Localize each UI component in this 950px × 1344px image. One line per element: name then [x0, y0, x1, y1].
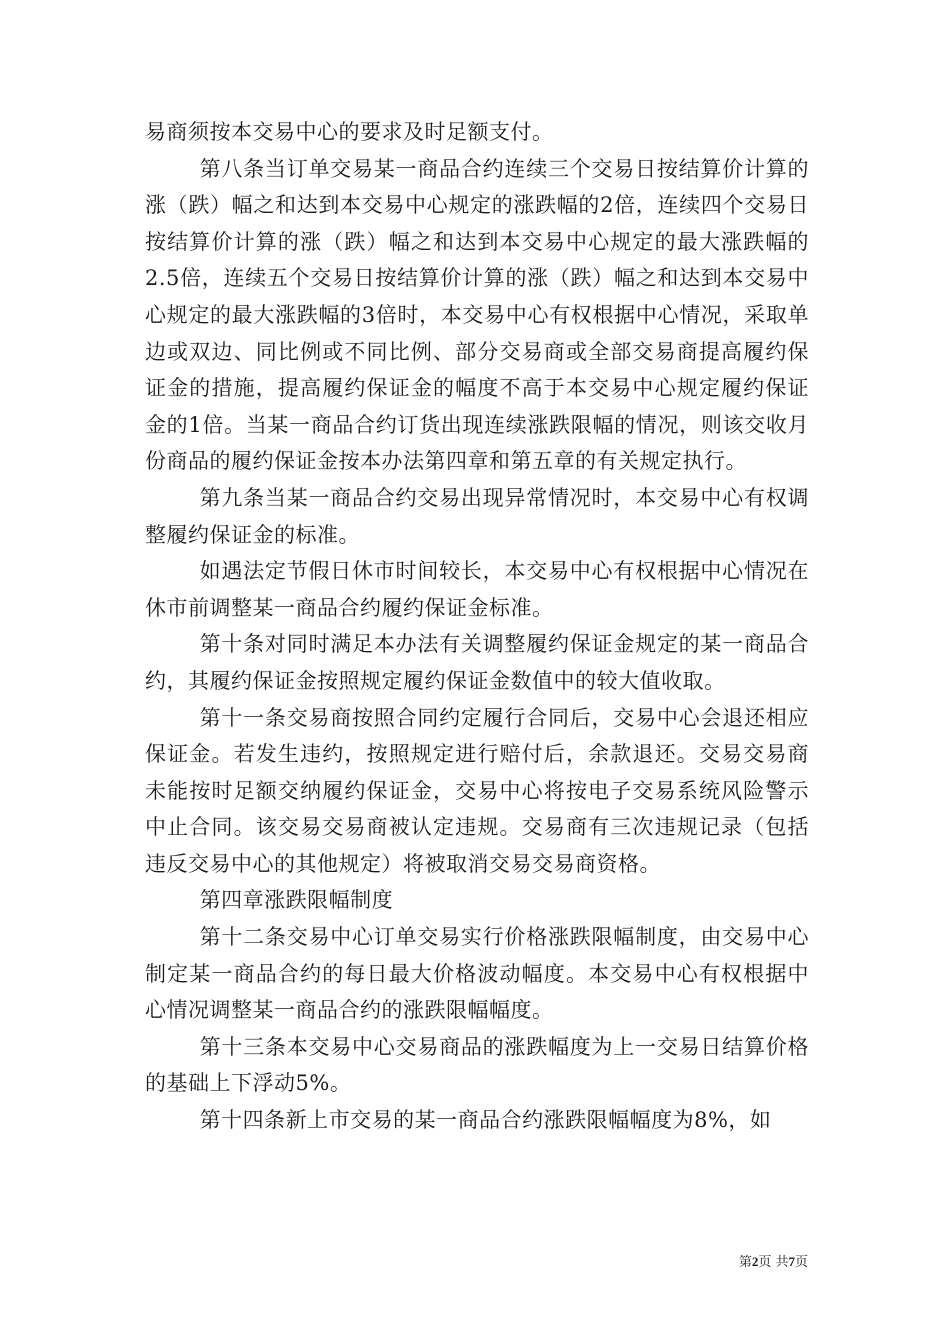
paragraph-article-13: 第十三条本交易中心交易商品的涨跌幅度为上一交易日结算价格的基础上下浮动5%。 [145, 1034, 809, 1096]
paragraph-article-10: 第十条对同时满足本办法有关调整履约保证金规定的某一商品合约，其履约保证金按照规定履约保证金数值中的较大值收取。 [145, 632, 809, 693]
paragraph-holiday: 如遇法定节假日休市时间较长，本交易中心有权根据中心情况在休市前调整某一商品合约履约保证金标准。 [145, 559, 809, 620]
current-page-number: 2 [751, 1254, 759, 1269]
paragraph-article-8: 第八条当订单交易某一商品合约连续三个交易日按结算价计算的涨（跌）幅之和达到本交易中心规定的涨跌幅的2倍，连续四个交易日按结算价计算的涨（跌）幅之和达到本交易中心规定的最大涨跌幅的2.5倍，连续五个交易日按结算价计算的涨（跌）幅之和达到本交易中心规定的最大涨跌幅的3倍时，本交易中心有权根据中心情况，采取单边或双边、同比例或不同比例、部分交易商或全部交易商提高履约保证金的措施，提高履约保证金的幅度不高于本交易中心规定履约保证金的1倍。当某一商品合约订货出现连续涨跌限幅的情况，则该交收月份商品的履约保证金按本办法第四章和第五章的有关规定执行。 [145, 156, 809, 474]
footer-suffix: 页 [794, 1255, 808, 1270]
paragraph-article-9: 第九条当某一商品合约交易出现异常情况时，本交易中心有权调整履约保证金的标准。 [145, 485, 809, 547]
paragraph-article-11: 第十一条交易商按照合同约定履行合同后，交易中心会退还相应保证金。若发生违约，按照规定进行赔付后，余款退还。交易交易商未能按时足额交纳履约保证金，交易中心将按电子交易系统风险警示中止合同。该交易交易商被认定违规。交易商有三次违规记录（包括违反交易中心的其他规定）将被取消交易交易商资格。 [145, 705, 809, 876]
page-number-footer [739, 1253, 808, 1272]
footer-middle: 页 共 [758, 1255, 789, 1270]
paragraph-article-14: 第十四条新上市交易的某一商品合约涨跌限幅幅度为8%，如 [199, 1108, 772, 1133]
paragraph-1: 易商须按本交易中心的要求及时足额支付。 [145, 120, 554, 144]
document-body [145, 114, 809, 1139]
paragraph-article-12: 第十二条交易中心订单交易实行价格涨跌限幅制度，由交易中心制定某一商品合约的每日最大价格波动幅度。本交易中心有权根据中心情况调整某一商品合约的涨跌限幅幅度。 [145, 925, 809, 1023]
footer-prefix: 第 [738, 1255, 752, 1270]
total-pages-number: 7 [788, 1254, 795, 1269]
chapter-heading: 第四章涨跌限幅制度 [199, 888, 394, 913]
